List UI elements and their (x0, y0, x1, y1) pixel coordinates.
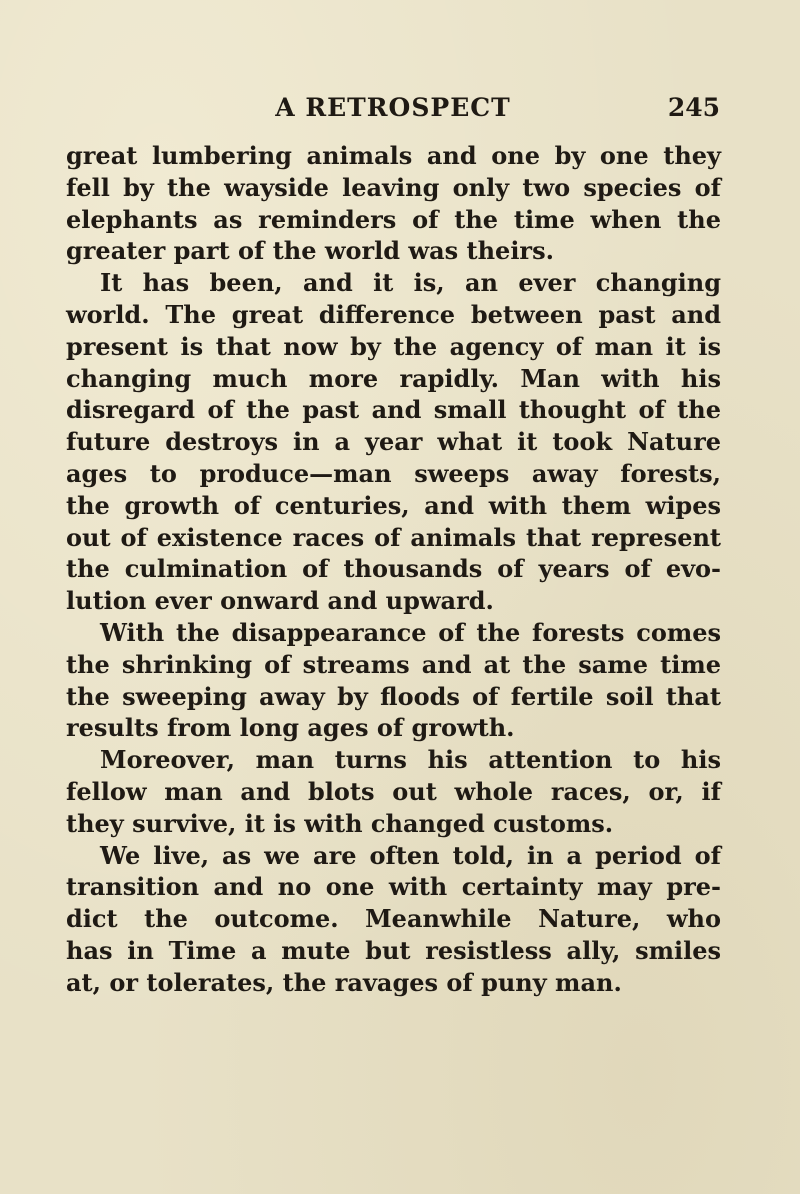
text-line: transition and no one with certainty may pre- (66, 872, 721, 902)
text-line: disregard of the past and small thought of the (66, 395, 721, 425)
paragraph-1 (66, 140, 721, 267)
page-header (66, 93, 720, 127)
text-line: changing much more rapidly. Man with his (66, 363, 721, 393)
text-line: greater part of the world was theirs. (66, 236, 554, 266)
text-line: future destroys in a year what it took Nature (66, 427, 721, 457)
text-line: they survive, it is with changed customs. (66, 808, 614, 838)
text-line: at, or tolerates, the ravages of puny man. (66, 967, 622, 997)
text-line: great lumbering animals and one by one they (66, 141, 721, 170)
paragraph-3 (66, 617, 721, 744)
text-line: lution ever onward and upward. (66, 586, 494, 616)
paragraph-2 (66, 267, 721, 617)
text-line: out of existence races of animals that represent (66, 522, 721, 552)
paragraph-4 (66, 744, 721, 839)
running-head: A RETROSPECT (275, 93, 511, 122)
text-line: the sweeping away by floods of fertile soil that (66, 681, 721, 711)
page-number: 245 (667, 93, 720, 122)
text-line: present is that now by the agency of man it is (66, 331, 721, 361)
text-line: the shrinking of streams and at the same time (66, 649, 721, 679)
text-line: We live, as we are often told, in a period of (100, 840, 721, 870)
text-line: It has been, and it is, an ever changing (100, 268, 721, 298)
paragraph-5 (66, 840, 721, 999)
text-line: the culmination of thousands of years of evo- (66, 554, 721, 584)
text-line: fell by the wayside leaving only two species of (66, 172, 721, 202)
body-text (66, 140, 721, 999)
text-line: Moreover, man turns his attention to his (100, 745, 721, 775)
text-line: the growth of centuries, and with them wipes (66, 490, 721, 520)
text-line: ages to produce—man sweeps away forests, (66, 458, 721, 488)
text-line: results from long ages of growth. (66, 713, 515, 743)
text-line: elephants as reminders of the time when the (66, 204, 721, 234)
text-line: has in Time a mute but resistless ally, smiles (66, 935, 721, 965)
text-line: fellow man and blots out whole races, or, if (66, 776, 721, 806)
text-line: world. The great difference between past and (66, 299, 721, 329)
text-line: dict the outcome. Meanwhile Nature, who (66, 904, 721, 934)
text-line: With the disappearance of the forests comes (100, 617, 721, 647)
